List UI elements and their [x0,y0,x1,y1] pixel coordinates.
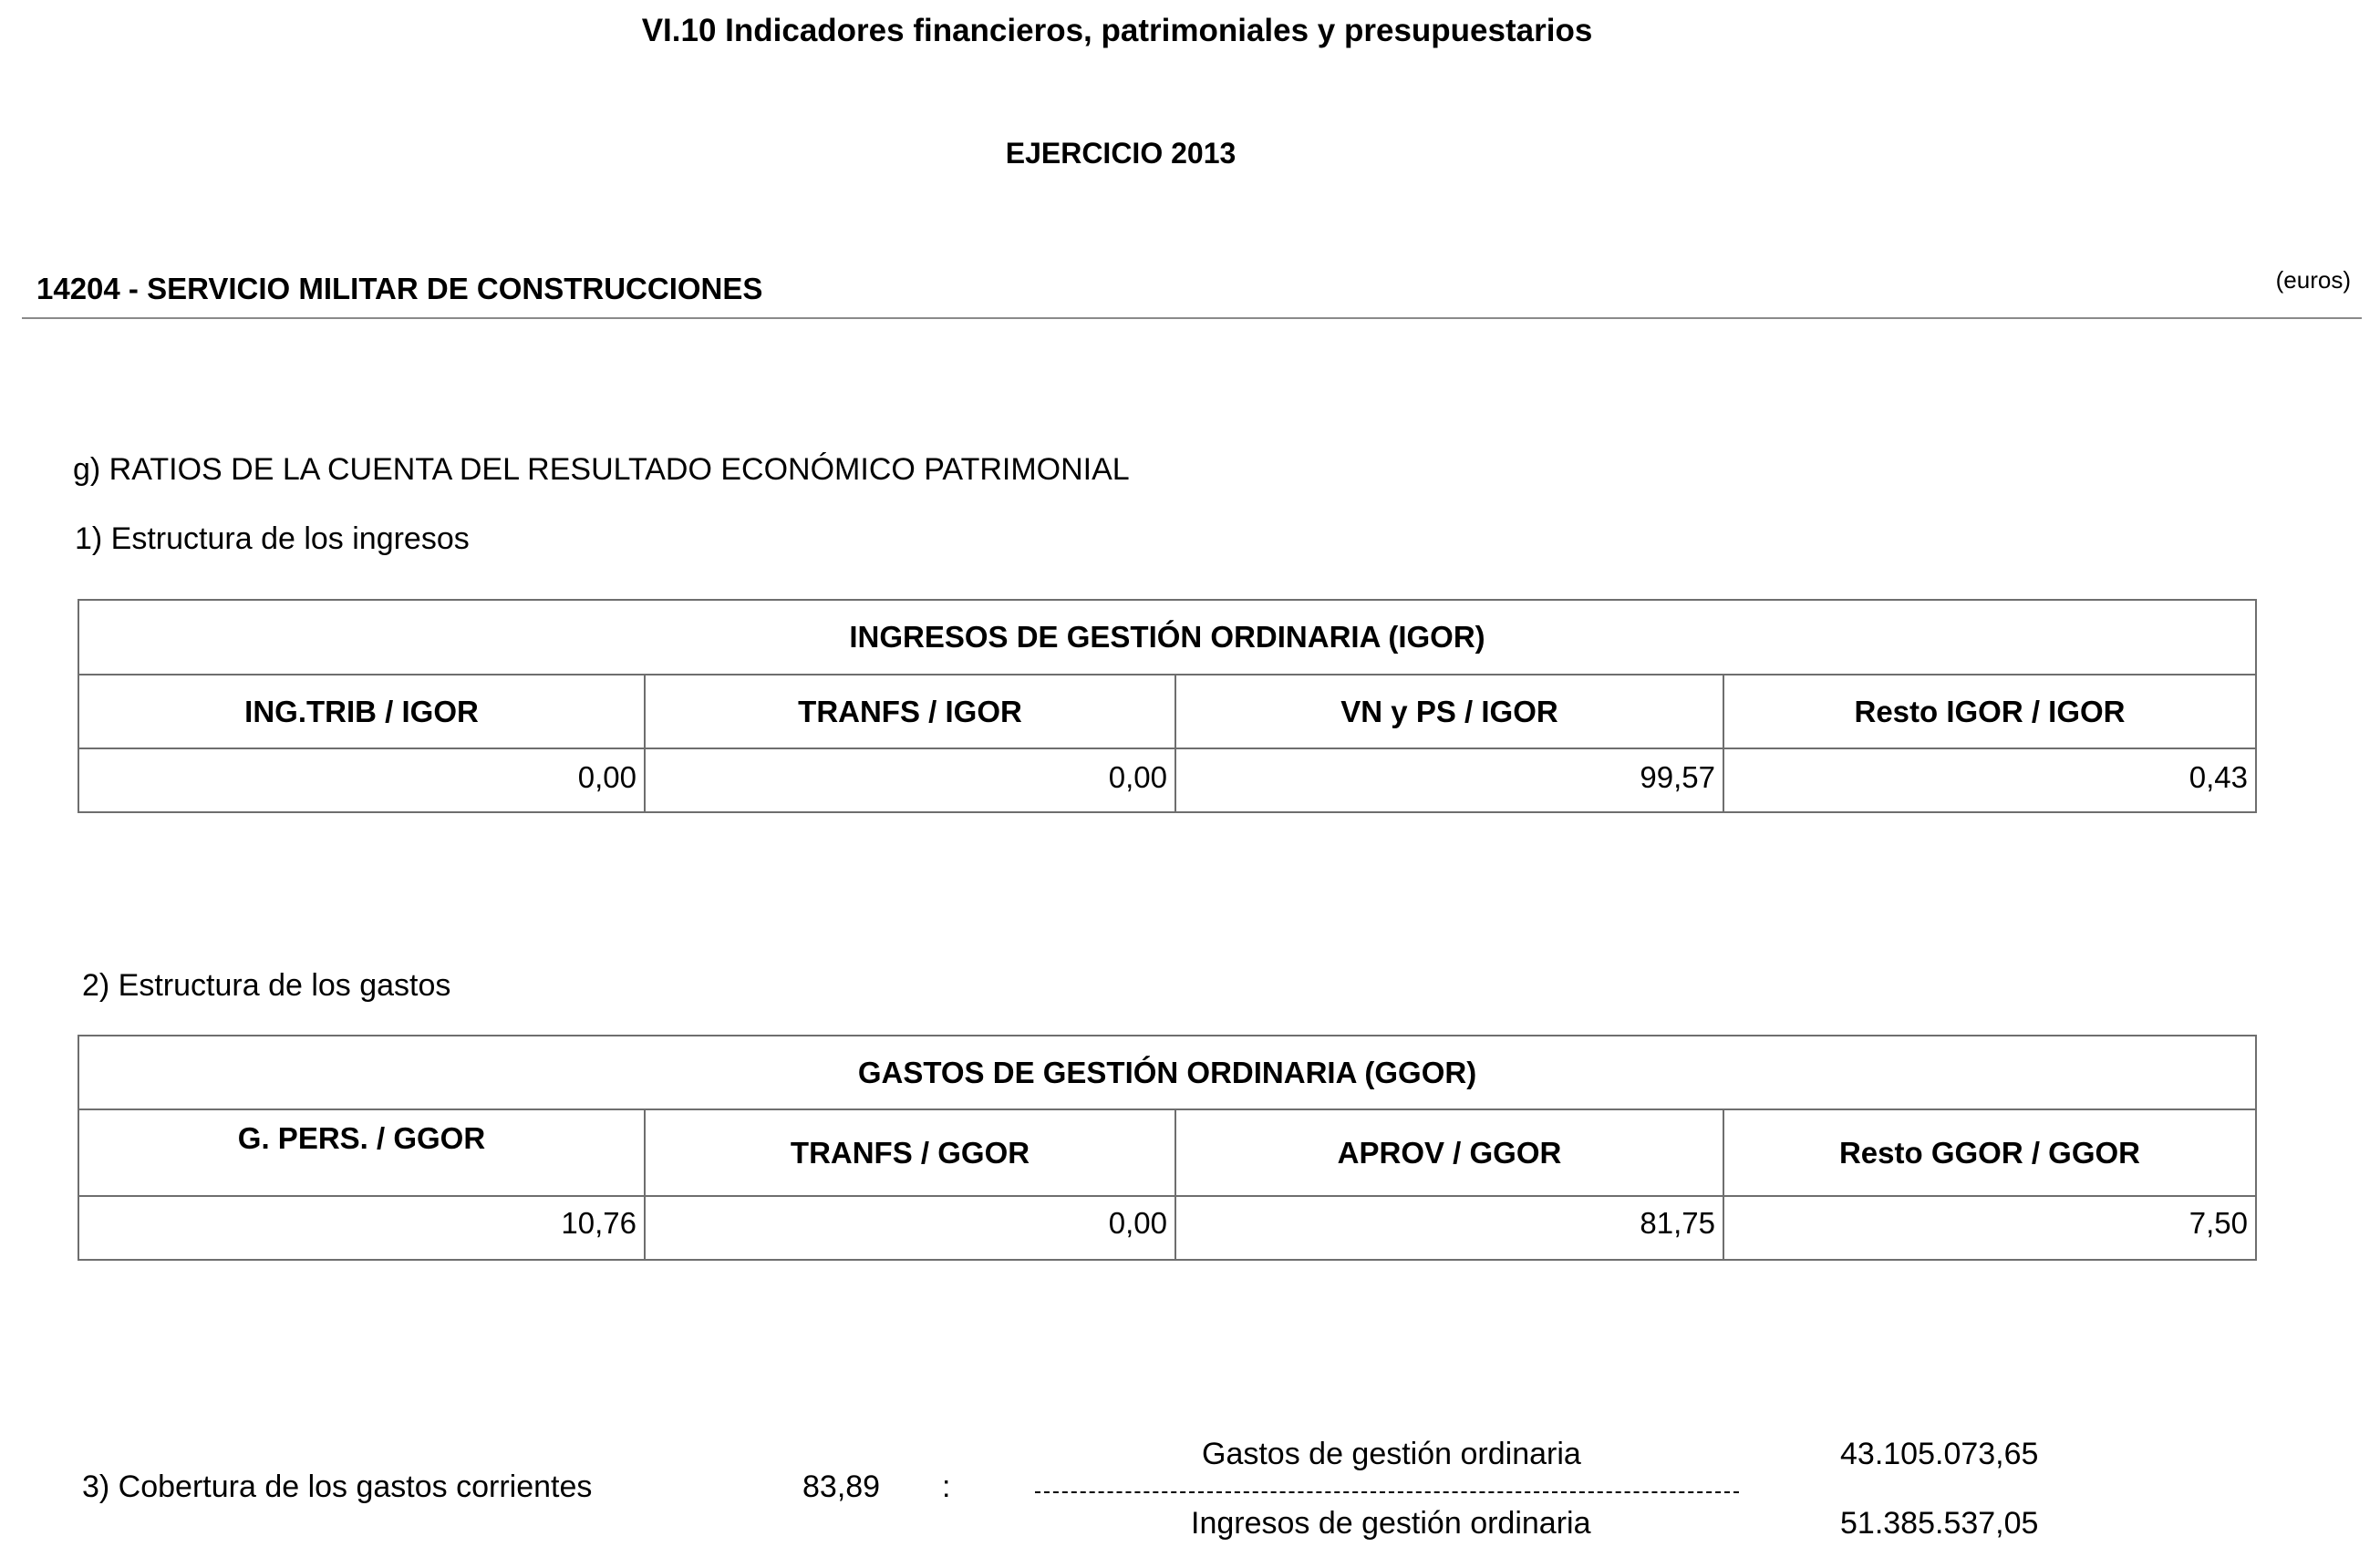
coverage-value: 83,89 [802,1469,881,1504]
expenses-value-cell: 7,50 [1723,1196,2256,1260]
expenses-value-cell: 10,76 [78,1196,645,1260]
income-column-header-row [78,675,2256,748]
income-value-row [78,748,2256,812]
expenses-value-cell: 81,75 [1175,1196,1723,1260]
coverage-label: 3) Cobertura de los gastos corrientes [82,1469,593,1504]
expenses-col-header: APROV / GGOR [1175,1109,1723,1196]
coverage-numerator-label: Gastos de gestión ordinaria [1202,1437,1581,1471]
fraction-divider [1035,1491,1739,1493]
income-subtitle: 1) Estructura de los ingresos [75,521,470,556]
expenses-column-header-row [78,1109,2256,1196]
income-value-cell: 99,57 [1175,748,1723,812]
coverage-denominator-value: 51.385.537,05 [1840,1506,2039,1541]
income-col-header: VN y PS / IGOR [1175,675,1723,748]
exercise-year: EJERCICIO 2013 [1005,137,1237,170]
expenses-ratio-table [78,1035,2257,1261]
section-title: g) RATIOS DE LA CUENTA DEL RESULTADO ECONÓMICO PATRIMONIAL [73,452,1130,487]
income-col-header: ING.TRIB / IGOR [78,675,645,748]
expenses-col-header: TRANFS / GGOR [645,1109,1175,1196]
income-table-title: INGRESOS DE GESTIÓN ORDINARIA (IGOR) [78,600,2256,675]
document-title: VI.10 Indicadores financieros, patrimoniales y presupuestarios [641,13,1593,48]
income-col-header: Resto IGOR / IGOR [1723,675,2256,748]
expenses-table-title-row [78,1036,2256,1109]
expenses-value-row [78,1196,2256,1260]
entity-name: 14204 - SERVICIO MILITAR DE CONSTRUCCIONES [36,272,763,305]
income-ratio-table [78,599,2257,813]
expenses-subtitle: 2) Estructura de los gastos [82,968,451,1003]
income-value-cell: 0,43 [1723,748,2256,812]
coverage-numerator-value: 43.105.073,65 [1840,1437,2039,1471]
units-label: (euros) [2275,266,2351,294]
income-value-cell: 0,00 [645,748,1175,812]
coverage-denominator-label: Ingresos de gestión ordinaria [1191,1506,1591,1541]
header-divider [22,317,2362,319]
income-table-title-row [78,600,2256,675]
income-value-cell: 0,00 [78,748,645,812]
expenses-value-cell: 0,00 [645,1196,1175,1260]
expenses-table-title: GASTOS DE GESTIÓN ORDINARIA (GGOR) [78,1036,2256,1109]
expenses-col-header: G. PERS. / GGOR [78,1109,645,1196]
coverage-separator: : [942,1469,951,1504]
expenses-col-header: Resto GGOR / GGOR [1723,1109,2256,1196]
income-col-header: TRANFS / IGOR [645,675,1175,748]
